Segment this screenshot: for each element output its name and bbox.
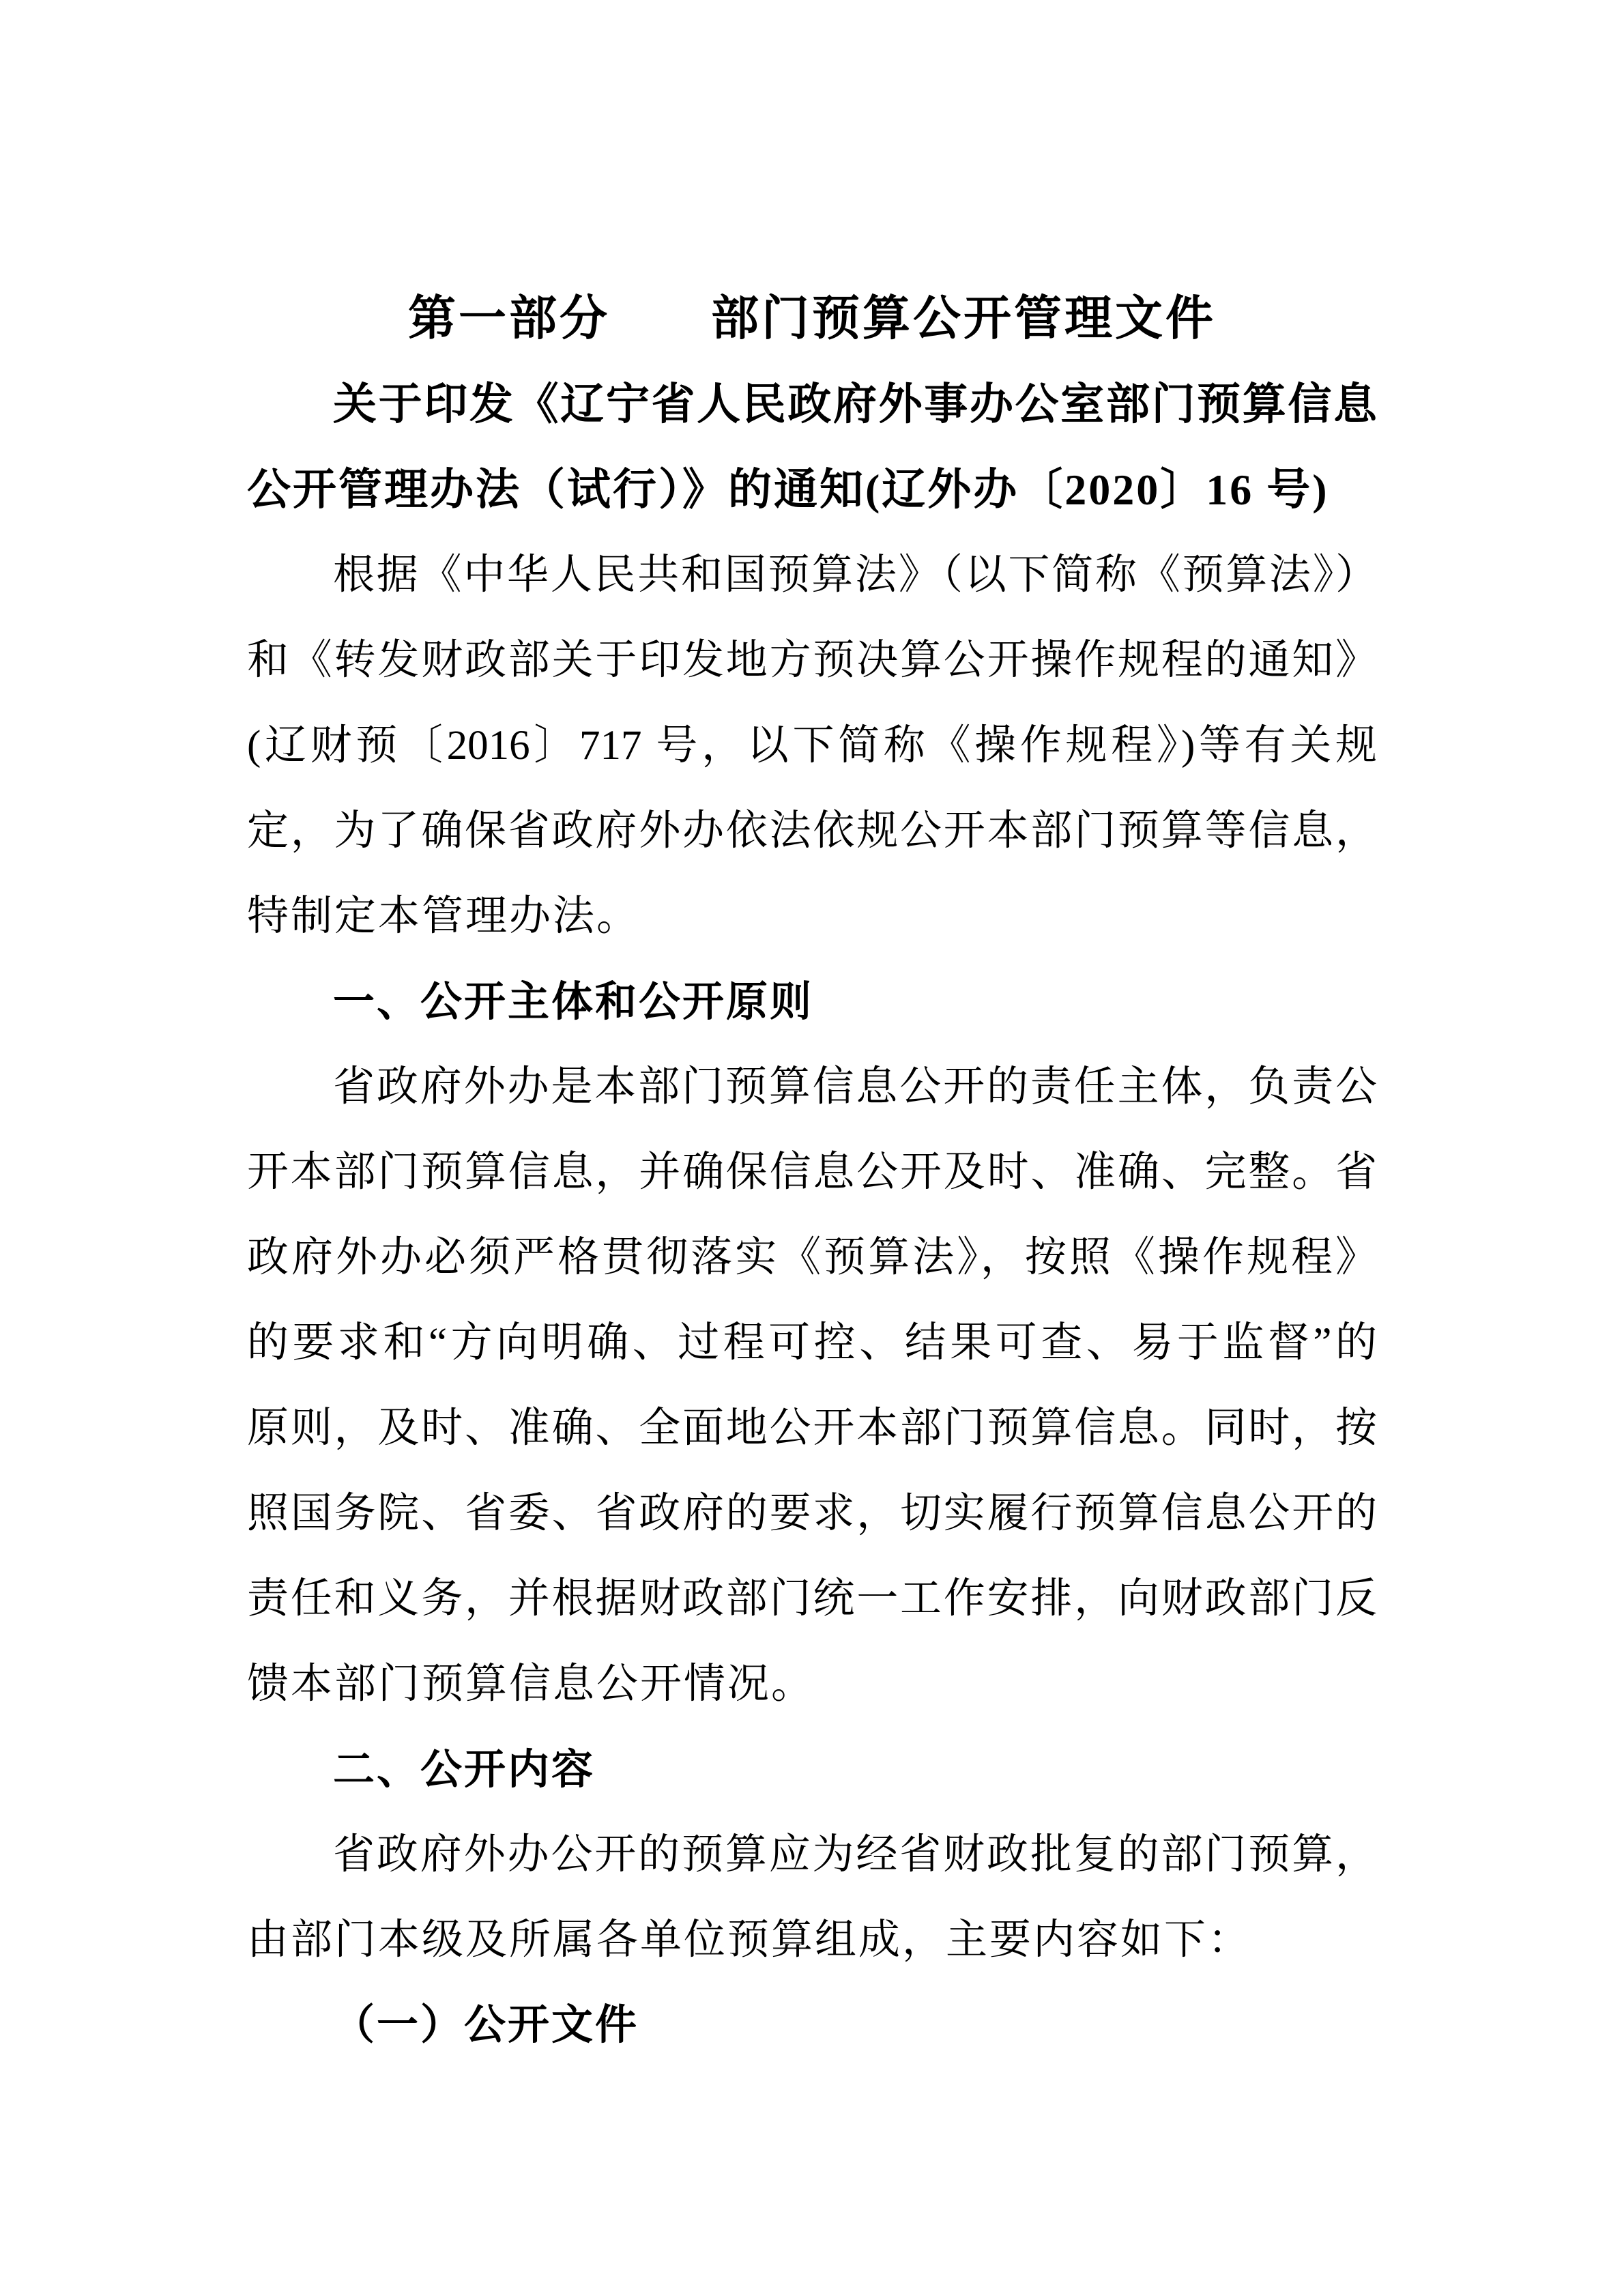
intro-line-5: 特制定本管理办法。 <box>247 893 641 939</box>
section2-heading: 二、公开内容 <box>333 1746 596 1792</box>
section1-line-1: 省政府外办是本部门预算信息公开的责任主体，负责公 <box>333 1064 1377 1110</box>
notice-title-line-2: 公开管理办法（试行）》的通知(辽外办〔2020〕16 号) <box>247 465 1329 514</box>
section1-line-5: 原则，及时、准确、全面地公开本部门预算信息。同时，按 <box>247 1405 1377 1451</box>
subsection1-heading: （一）公开文件 <box>333 2003 639 2048</box>
part-title: 第一部分 部门预算公开管理文件 <box>408 293 1216 345</box>
intro-line-3: (辽财预〔2016〕717 号，以下简称《操作规程》)等有关规 <box>247 723 1377 769</box>
section2-line-1: 省政府外办公开的预算应为经省财政批复的部门预算， <box>333 1832 1377 1878</box>
intro-line-4: 定，为了确保省政府外办依法依规公开本部门预算等信息， <box>247 808 1377 854</box>
intro-line-1: 根据《中华人民共和国预算法》（以下简称《预算法》） <box>333 552 1377 598</box>
section1-line-6: 照国务院、省委、省政府的要求，切实履行预算信息公开的 <box>247 1491 1377 1536</box>
section1-line-4: 的要求和“方向明确、过程可控、结果可查、易于监督”的 <box>247 1320 1377 1366</box>
section1-line-2: 开本部门预算信息，并确保信息公开及时、准确、完整。省 <box>247 1149 1377 1195</box>
notice-title-line-1: 关于印发《辽宁省人民政府外事办公室部门预算信息 <box>333 380 1377 429</box>
section1-line-3: 政府外办必须严格贯彻落实《预算法》，按照《操作规程》 <box>247 1235 1377 1280</box>
intro-line-2: 和《转发财政部关于印发地方预决算公开操作规程的通知》 <box>247 637 1377 683</box>
section1-heading: 一、公开主体和公开原则 <box>333 978 814 1024</box>
document-content <box>247 276 1377 2068</box>
section1-line-7: 责任和义务，并根据财政部门统一工作安排，向财政部门反 <box>247 1576 1377 1622</box>
section2-line-2: 由部门本级及所属各单位预算组成，主要内容如下： <box>247 1917 1252 1963</box>
section1-line-8: 馈本部门预算信息公开情况。 <box>247 1661 815 1707</box>
